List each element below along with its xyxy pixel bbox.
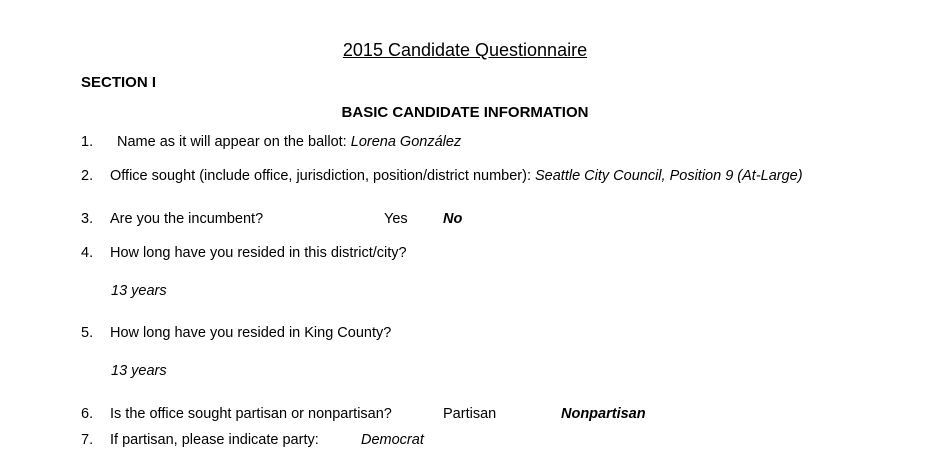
document-title: 2015 Candidate Questionnaire xyxy=(342,40,588,60)
answer-4: 13 years xyxy=(111,283,167,299)
question-text-2: Office sought (include office, jurisdiction, position/district number): xyxy=(110,168,531,184)
answer-1: Lorena González xyxy=(350,134,462,150)
question-text-4: How long have you resided in this district/city? xyxy=(110,245,407,261)
answer-5: 13 years xyxy=(111,363,167,379)
question-number-7: 7. xyxy=(81,432,94,448)
question-number-2: 2. xyxy=(81,168,94,184)
question-number-1: 1. xyxy=(81,134,94,150)
option-no-selected: No xyxy=(443,211,463,227)
question-1 xyxy=(117,134,461,150)
question-text-3: Are you the incumbent? xyxy=(110,211,264,227)
question-number-3: 3. xyxy=(81,211,94,227)
option-yes: Yes xyxy=(384,211,408,227)
question-text-7: If partisan, please indicate party: xyxy=(110,432,319,448)
question-number-5: 5. xyxy=(81,325,94,341)
question-2 xyxy=(110,168,803,184)
question-text-5: How long have you resided in King County? xyxy=(110,325,392,341)
question-number-4: 4. xyxy=(81,245,94,261)
question-text-6: Is the office sought partisan or nonpartisan? xyxy=(110,406,392,422)
question-text-1: Name as it will appear on the ballot: xyxy=(117,134,347,150)
answer-2: Seattle City Council, Position 9 (At-Large) xyxy=(535,168,803,184)
section-heading: SECTION I xyxy=(81,74,157,91)
option-partisan: Partisan xyxy=(443,406,497,422)
option-nonpartisan-selected: Nonpartisan xyxy=(561,406,646,422)
section-subtitle: BASIC CANDIDATE INFORMATION xyxy=(341,104,589,121)
question-number-6: 6. xyxy=(81,406,94,422)
answer-7: Democrat xyxy=(361,432,424,448)
